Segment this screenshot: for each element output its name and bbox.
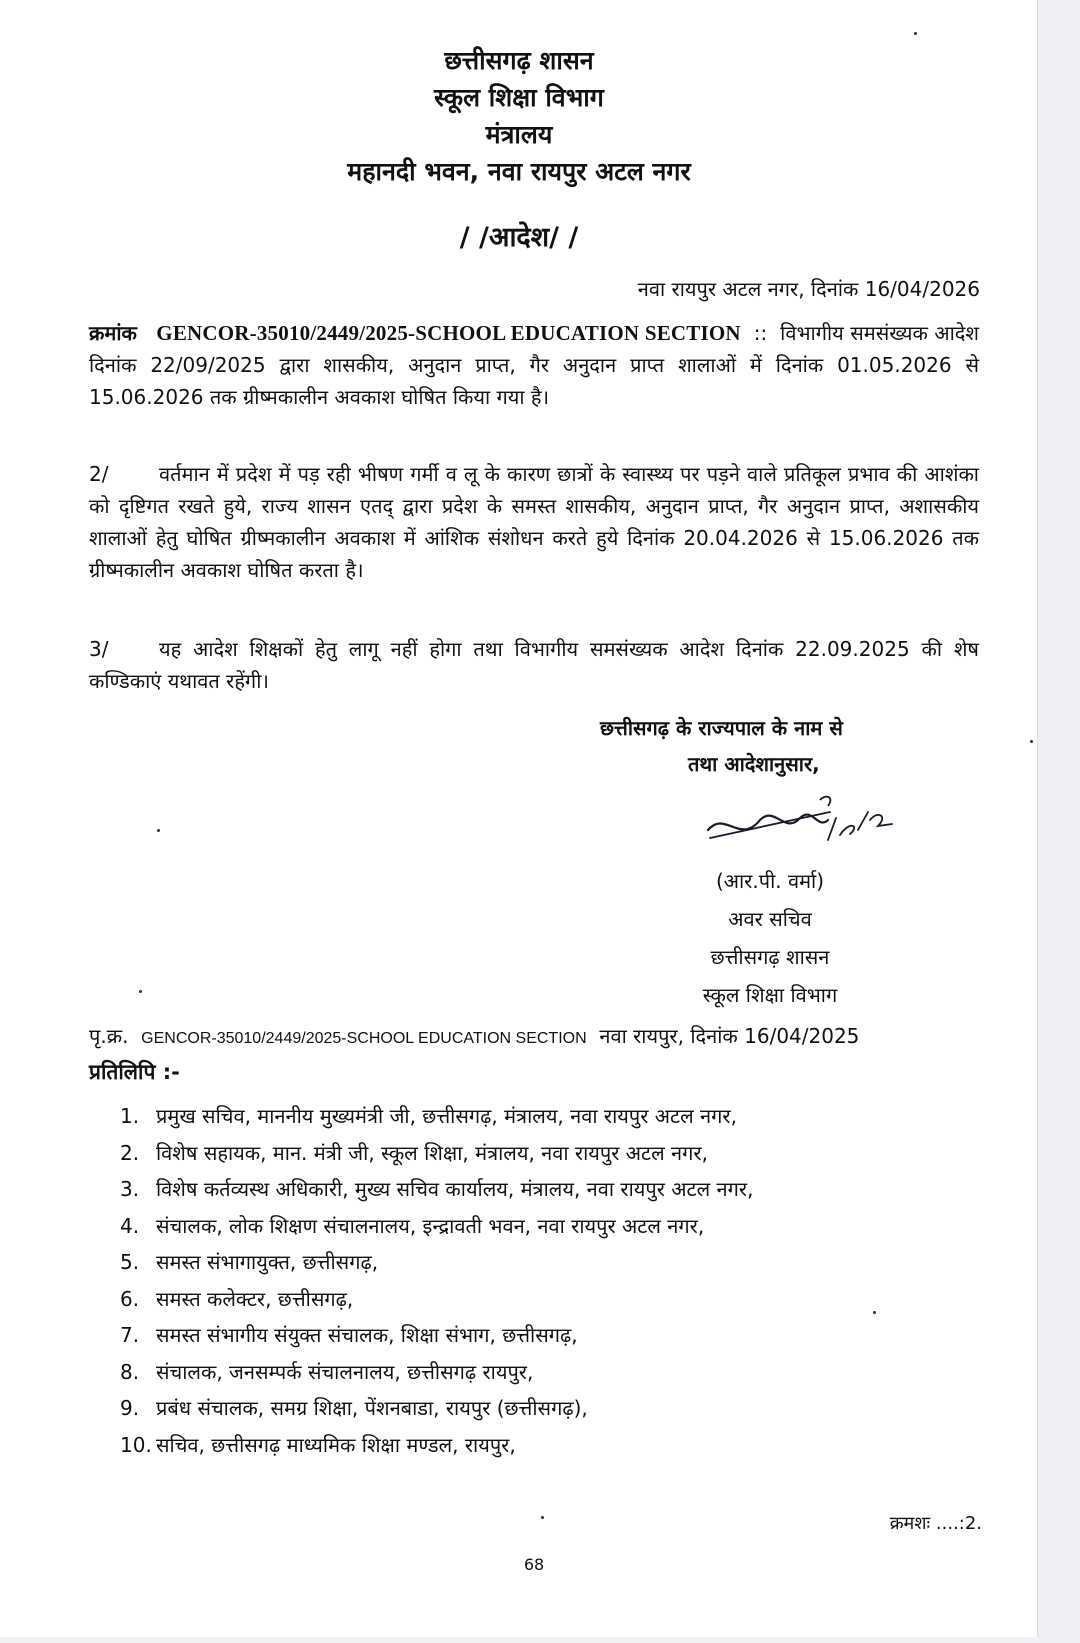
officer-block [680,862,860,1014]
letterhead [0,42,1038,190]
endorsement-code: GENCOR-35010/2449/2025-SCHOOL EDUCATION SECTION [141,1030,587,1047]
distribution-item-number: 3. [120,1177,140,1201]
authority-clause [600,710,843,782]
ministry-name: मंत्रालय [485,120,553,149]
copy-to-heading: प्रतिलिपि :- [89,1060,180,1084]
order-number-label: क्रमांक [89,321,137,345]
distribution-item [120,1208,753,1245]
endorsement-line [89,1022,859,1049]
distribution-list [120,1098,753,1463]
distribution-item-number: 1. [120,1104,140,1128]
distribution-item-text: समस्त कलेक्टर, छत्तीसगढ़, [156,1286,354,1311]
distribution-item-number: 4. [120,1213,140,1238]
officer-name: (आर.पी. वर्मा) [715,869,825,893]
endorsement-place-date: नवा रायपुर, दिनांक 16/04/2025 [599,1024,860,1048]
order-title: / /आदेश/ / [459,222,579,253]
distribution-item [120,1135,753,1172]
endorsement-label: पृ.क्र. [89,1024,129,1048]
distribution-item-text: समस्त संभागीय संयुक्त संचालक, शिक्षा संभाग, छत्तीसगढ़, [156,1323,578,1347]
distribution-item-text: विशेष सहायक, मान. मंत्री जी, स्कूल शिक्षा, मंत्रालय, नवा रायपुर अटल नगर, [156,1140,708,1165]
distribution-item-number: 6. [120,1286,140,1311]
distribution-item-number: 5. [120,1250,140,1274]
handwritten-signature [700,790,900,870]
scan-speck [139,990,142,993]
distribution-item-text: संचालक, लोक शिक्षण संचालनालय, इन्द्रावती भवन, नवा रायपुर अटल नगर, [156,1213,705,1238]
department-name: स्कूल शिक्षा विभाग [434,83,604,112]
distribution-item-text: सचिव, छत्तीसगढ़ माध्यमिक शिक्षा मण्डल, रायपुर, [156,1432,516,1457]
distribution-item-text: प्रबंध संचालक, समग्र शिक्षा, पेंशनबाडा, रायपुर (छत्तीसगढ़), [156,1396,588,1420]
page-number: 68 [523,1555,545,1574]
distribution-item [120,1098,753,1135]
scan-speck [1030,740,1033,743]
separator: :: [753,321,768,345]
officer-org-2: स्कूल शिक्षा विभाग [702,983,838,1007]
distribution-item [120,1281,753,1318]
scan-bottom-edge [0,1637,1038,1643]
office-address: महानदी भवन, नवा रायपुर अटल नगर [347,157,691,186]
authority-line-1: छत्तीसगढ़ के राज्यपाल के नाम से [600,716,843,740]
scan-speck [541,1516,544,1519]
continued-marker: क्रमशः ....:2. [889,1513,982,1534]
distribution-item [120,1317,753,1354]
authority-line-2: तथा आदेशानुसार, [688,752,820,776]
paragraph-2-text: वर्तमान में प्रदेश में पड़ रही भीषण गर्मी व लू के कारण छात्रों के स्वास्थ्य पर पड़ने वाले प्रतिकूल प्रभाव की आशंका को दृष्टिगत रखते हुये, राज्य शासन एतद् द्वारा प्रदेश के समस्त शासकीय, अनुदान प्राप्त, गैर अनुदान प्राप्त, अशासकीय शालाओं हेतु घोषित ग्रीष्मकालीन अवकाश में आंशिक संशोधन करते हुये दिनांक 20.04.2026 से 15.06.2026 तक ग्रीष्मकालीन अवकाश घोषित करता है। [89,462,979,582]
distribution-item [120,1244,753,1281]
distribution-item [120,1427,753,1464]
distribution-item-number: 2. [120,1140,140,1165]
paragraph-1 [89,317,979,413]
paragraph-3-text: यह आदेश शिक्षकों हेतु लागू नहीं होगा तथा विभागीय समसंख्यक आदेश दिनांक 22.09.2025 की शेष कण्डिकाएं यथावत रहेंगी। [89,637,979,693]
scan-speck [914,32,917,35]
paragraph-2 [89,458,979,586]
distribution-item-text: विशेष कर्तव्यस्थ अधिकारी, मुख्य सचिव कार्यालय, मंत्रालय, नवा रायपुर अटल नगर, [156,1177,754,1201]
distribution-item-number: 8. [120,1359,140,1384]
paragraph-3 [89,633,979,697]
distribution-item-number: 10. [120,1432,152,1457]
distribution-item-text: समस्त संभागायुक्त, छत्तीसगढ़, [156,1250,379,1274]
scan-speck [157,829,160,832]
distribution-item [120,1390,753,1427]
scan-edge-strip [1037,0,1080,1643]
officer-designation: अवर सचिव [728,907,812,931]
distribution-item-text: प्रमुख सचिव, माननीय मुख्यमंत्री जी, छत्तीसगढ़, मंत्रालय, नवा रायपुर अटल नगर, [156,1104,737,1128]
order-dateline: नवा रायपुर अटल नगर, दिनांक 16/04/2026 [637,277,980,301]
distribution-item [120,1354,753,1391]
officer-org-1: छत्तीसगढ़ शासन [710,945,830,969]
paragraph-2-number: 2/ [89,462,109,486]
distribution-item-number: 9. [120,1396,140,1420]
distribution-item-text: संचालक, जनसम्पर्क संचालनालय, छत्तीसगढ़ रायपुर, [156,1359,534,1384]
paragraph-1-text: विभागीय समसंख्यक आदेश दिनांक 22/09/2025 द्वारा शासकीय, अनुदान प्राप्त, गैर अनुदान प्राप्त शालाओं में दिनांक 01.05.2026 से 15.06.2026 तक ग्रीष्मकालीन अवकाश घोषित किया गया है। [89,321,980,409]
govt-name: छत्तीसगढ़ शासन [444,46,594,75]
distribution-item-number: 7. [120,1323,140,1347]
paragraph-3-number: 3/ [89,637,109,661]
scan-speck [873,1311,876,1314]
distribution-item [120,1171,753,1208]
order-reference-code: GENCOR-35010/2449/2025-SCHOOL EDUCATION SECTION [156,321,741,345]
